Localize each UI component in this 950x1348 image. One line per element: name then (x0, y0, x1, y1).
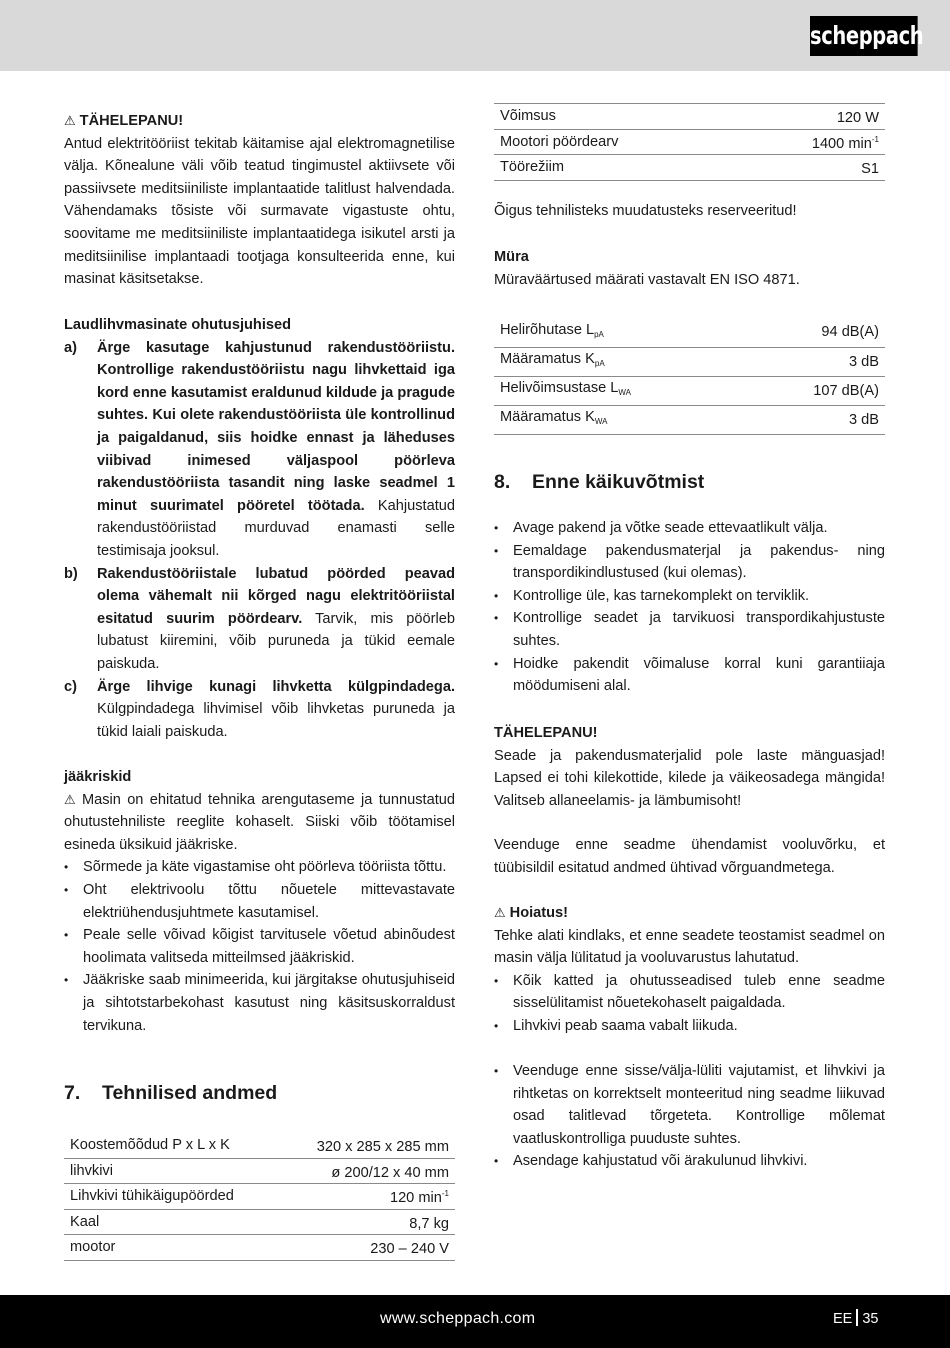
footer-bar (0, 1295, 950, 1348)
warning-triangle-icon: ⚠ (494, 905, 506, 920)
list-item: • Avage pakend ja võtke seade ettevaatlikult välja. (494, 520, 828, 536)
residual-list (64, 856, 455, 1037)
residual-intro: ⚠ Masin on ehitatud tehnika arengutaseme ja tunnustatud ohutustehniliste reeglite kohaselt. Siiski võib töötamisel esineda üksikuid jääkriske. (64, 791, 455, 853)
list-item: • Veenduge enne sisse/välja-lüliti vajutamist, et lihvkivi ja rihtketas on korrektselt monteeritud ning seadme liikuvad osad talitlevad tõrgeteta. Kontrollige mõlemat vaatluskontrolliga puuduste suhtes. (494, 1063, 885, 1147)
table-row: Koostemõõdud P x L x K 320 x 285 x 285 mm (64, 1133, 455, 1158)
section-8-heading: 8. Enne käikuvõtmist (494, 471, 705, 493)
language-code: EE (833, 1311, 853, 1327)
table-row: Lihvkivi tühikäigupöörded 120 $\min^{-1}$ (64, 1184, 455, 1210)
table-row: Mootori pöördearv 1400 $\min^{-1}$ (494, 129, 885, 155)
safety-item: b) Rakendustööriistale lubatud pöörded peavad olema vähemalt nii kõrged nagu elektritööriistal esitatud suurim pöördearv. Tarvik, mis pöörleb lubatust kiiremini, võib puruneda ja tükid eemale paiskuda. (64, 565, 455, 672)
safety-item: c) Ärge lihvige kunagi lihvketta külgpindadega. Külgpindadega lihvimisel võib lihvketas puruneda ja tükid laiali paiskuda. (64, 678, 455, 740)
children-warning-heading: TÄHELEPANU! (494, 725, 598, 741)
caution-text: Tehke alati kindlaks, et enne seadete teostamist seadmel on masin välja lülitatud ja vooluvarustus lahutatud. (494, 927, 885, 967)
page-indicator (833, 1308, 878, 1331)
list-item: • Kontrollige seadet ja tarvikuosi transpordikahjustuste suhtes. (494, 610, 885, 649)
caution-list (494, 970, 885, 1038)
list-item: • Sõrmede ja käte vigastamise oht pöörleva tööriista tõttu. (64, 859, 447, 876)
noise-table (494, 318, 885, 435)
caution-block (494, 902, 885, 1038)
grid-note: Veenduge enne seadme ühendamist vooluvõrku, et tüübisildil esitatud andmed ühtivad võrguandmetega. (494, 837, 885, 876)
list-item: • Kõik katted ja ohutusseadised tuleb enne seadme sisselülitamist nõuetekohaselt paigaldada. (494, 972, 885, 1012)
divider (856, 1309, 858, 1326)
table-row: Määramatus $K_{pA}$ 3 dB (494, 347, 885, 376)
table-row: Töörežiim S1 (494, 155, 885, 181)
children-warning-text: Seade ja pakendusmaterjalid pole laste mänguasjad! Lapsed ei tohi kilekottide, kilede ja väikeosadega mängida! Valitseb allaneelamis- ja lämbumisoht! (494, 747, 885, 809)
brand-logo: scheppach (810, 16, 918, 56)
table-row: mootor 230 – 240 V (64, 1235, 455, 1261)
list-item: • Kontrollige üle, kas tarnekomplekt on terviklik. (494, 587, 810, 604)
list-item: • Hoidke pakendit võimaluse korral kuni garantiiaja möödumiseni alal. (494, 655, 885, 695)
tech-data-table (64, 1133, 455, 1261)
caution-list-2 (494, 1060, 885, 1173)
header-band (0, 0, 950, 71)
children-warning (494, 722, 885, 812)
residual-risks (64, 766, 455, 1037)
list-item: • Lihvkivi peab saama vabalt liikuda. (494, 1017, 738, 1034)
noise-heading: Müra (494, 249, 529, 265)
noise-text: Müraväärtused määrati vastavalt EN ISO 4871. (494, 271, 800, 288)
list-item: • Asendage kahjustatud või ärakulunud lihvkivi. (494, 1153, 808, 1170)
warning-triangle-icon: ⚠ (64, 113, 76, 128)
page-number: 35 (862, 1311, 879, 1327)
table-row: Võimsus 120 W (494, 104, 885, 130)
warning-text: Antud elektritööriist tekitab käitamise ajal elektromagnetilise välja. Kõnealune väli võib teatud tingimustel aktiivsete või passiivsete meditsiiniliste implantaatide talitlust halvendada. Vähendamaks tõsiste või surmavate vigastuste ohtu, soovitame me meditsiiniliste implantaatidega isikutel arsti ja meditsiinilise implantaadi tootjaga konsulteerida enne, kui masinat käsitsetakse. (64, 135, 455, 288)
warning-triangle-icon: ⚠ (64, 791, 78, 807)
table-row: Helivõimsustase $L_{WA}$ 107 dB(A) (494, 376, 885, 405)
list-item: • Jääkriske saab minimeerida, kui järgitakse ohutusjuhiseid ja sihtotstarbekohast kasutust ning käsitsuskorraldust tervikuna. (64, 972, 455, 1034)
safety-heading: Laudlihvmasinate ohutusjuhised (64, 317, 292, 333)
caution-heading: ⚠ Hoiatus! (494, 905, 569, 921)
list-item: • Eemaldage pakendusmaterjal ja pakendus- ning transpordikindlustused (kui olemas). (494, 542, 885, 582)
reserve-note: Õigus tehnilisteks muudatusteks reserveeritud! (494, 203, 797, 219)
safety-list (64, 337, 455, 744)
table-row: lihvkivi ø 200/12 x 40 mm (64, 1158, 455, 1184)
website-link[interactable]: www.scheppach.com (380, 1310, 536, 1327)
spec-table (494, 103, 885, 181)
section-7-heading: 7. Tehnilised andmed (64, 1082, 278, 1104)
noise-block (494, 246, 885, 291)
residual-heading: jääkriskid (64, 769, 132, 785)
list-item: • Oht elektrivoolu tõttu nõuetele mittevastavate elektriühendusjuhtmete kasutamisel. (64, 881, 455, 921)
table-row: Kaal 8,7 kg (64, 1209, 455, 1235)
list-item: • Peale selle võivad kõigist tarvitusele võetud abinõudest hoolimata valitseda mitteilmsed jääkriskid. (64, 927, 455, 966)
warning-heading: ⚠ TÄHELEPANU! (64, 113, 184, 129)
noise-table-wrap (494, 318, 885, 435)
table-row: Helirõhutase $L_{pA}$ 94 dB(A) (494, 318, 885, 347)
safety-instructions (64, 314, 455, 743)
tech-data-table-wrap (64, 1133, 455, 1261)
warning-block (64, 110, 455, 291)
spec-table-wrap (494, 103, 885, 181)
safety-item: a) Ärge kasutage kahjustunud rakendustööriistu. Kontrollige rakendustööriistu nagu lihvkettaid iga kord enne kasutamist eraldunud kildude ja pragude suhtes. Kui olete rakendustööriista üle kontrollinud ja paigaldanud, siis hoidke ennast ja läheduses viibivad inimesed väljaspool pöörleva rakendustööriista tasandit ning laske seadmel 1 minut suurimatel pööretel töötada. Kahjustatud rakendustööriistad murduvad enamasti selle testimisaja jooksul. (64, 339, 455, 559)
table-row: Määramatus $K_{WA}$ 3 dB (494, 405, 885, 434)
commissioning-list (494, 517, 885, 698)
